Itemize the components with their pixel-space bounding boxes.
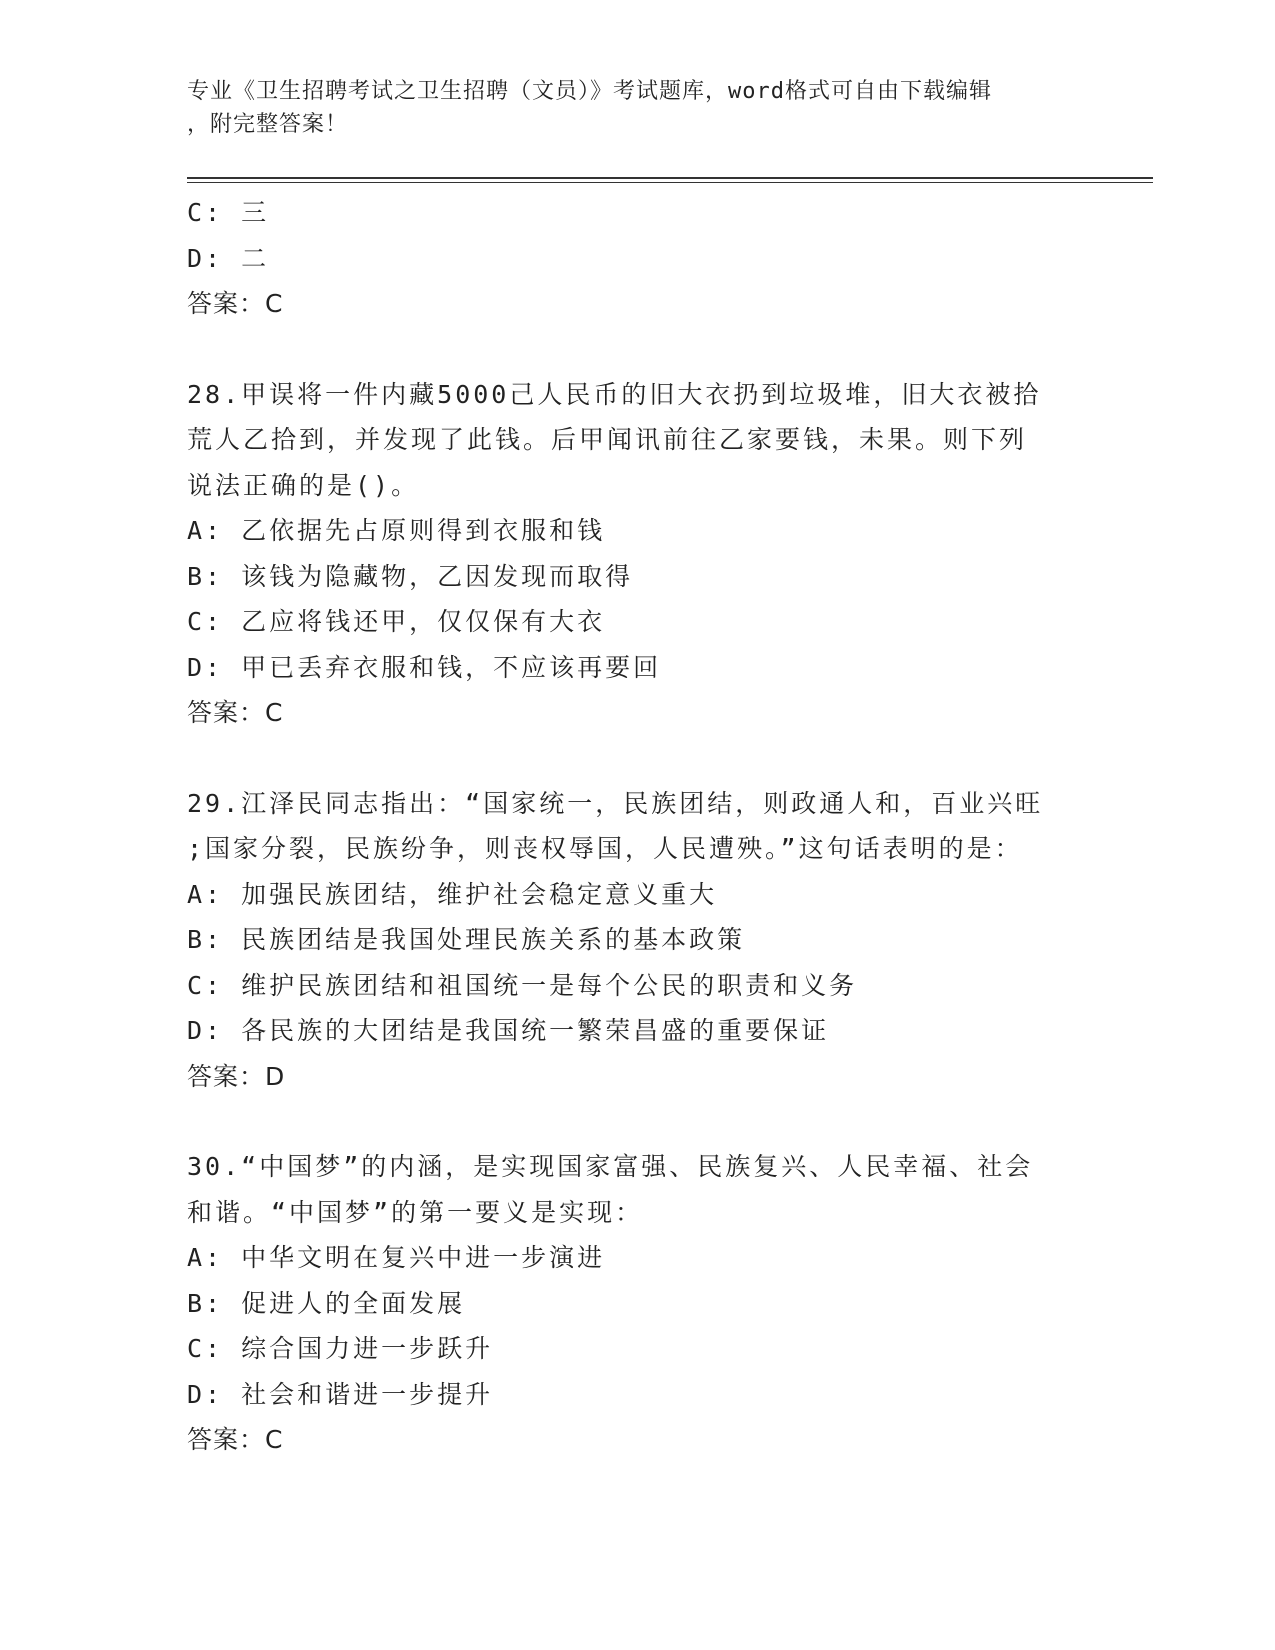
option-d: D: 二	[187, 243, 270, 273]
option-c: C: 维护民族团结和祖国统一是每个公民的职责和义务	[187, 970, 858, 1000]
answer-line: 答案：C	[187, 1425, 284, 1454]
previous-question-fragment	[187, 190, 1087, 327]
question-stem-line: 和谐。“中国梦”的第一要义是实现：	[187, 1197, 644, 1227]
answer-line: 答案：D	[187, 1061, 286, 1091]
answer-line: 答案：C	[187, 289, 284, 318]
option-d: D: 甲已丢弃衣服和钱，不应该再要回	[187, 652, 662, 682]
option-c: C: 综合国力进一步跃升	[187, 1334, 494, 1363]
question-28	[187, 372, 1087, 736]
option-c: C: 乙应将钱还甲，仅仅保有大衣	[187, 607, 606, 636]
question-stem-line: 荒人乙拾到，并发现了此钱。后甲闻讯前往乙家要钱，未果。则下列	[187, 425, 1028, 454]
question-30	[187, 1144, 1087, 1463]
question-stem-line: 30.“中国梦”的内涵，是实现国家富强、民族复兴、人民幸福、社会	[187, 1152, 1034, 1181]
option-a: A: 中华文明在复兴中进一步演进	[187, 1243, 606, 1272]
header-line-2: ，附完整答案！	[187, 112, 349, 137]
option-b: B: 民族团结是我国处理民族关系的基本政策	[187, 925, 746, 954]
document-header	[187, 75, 1087, 141]
option-d: D: 社会和谐进一步提升	[187, 1379, 494, 1409]
option-c: C: 三	[187, 198, 270, 227]
question-stem-line: 29.江泽民同志指出：“国家统一，民族团结，则政通人和，百业兴旺	[187, 788, 1044, 818]
question-stem-line: 说法正确的是()。	[187, 470, 420, 500]
option-a: A: 加强民族团结，维护社会稳定意义重大	[187, 879, 718, 909]
header-divider-thick	[187, 177, 1153, 179]
header-divider-thin	[187, 182, 1153, 183]
option-d: D: 各民族的大团结是我国统一繁荣昌盛的重要保证	[187, 1016, 830, 1045]
question-stem-line: 28.甲误将一件内藏5000己人民币的旧大衣扔到垃圾堆，旧大衣被拾	[187, 379, 1042, 409]
question-stem-line: ;国家分裂，民族纷争，则丧权辱国，人民遭殃。”这句话表明的是：	[187, 834, 1023, 863]
header-line-1: 专业《卫生招聘考试之卫生招聘（文员）》考试题库，word格式可自由下载编辑	[187, 79, 992, 104]
answer-line: 答案：C	[187, 698, 284, 727]
option-b: B: 该钱为隐藏物，乙因发现而取得	[187, 561, 634, 591]
question-list	[187, 190, 1087, 1463]
option-a: A: 乙依据先占原则得到衣服和钱	[187, 516, 606, 545]
option-b: B: 促进人的全面发展	[187, 1288, 466, 1318]
question-29	[187, 781, 1087, 1100]
